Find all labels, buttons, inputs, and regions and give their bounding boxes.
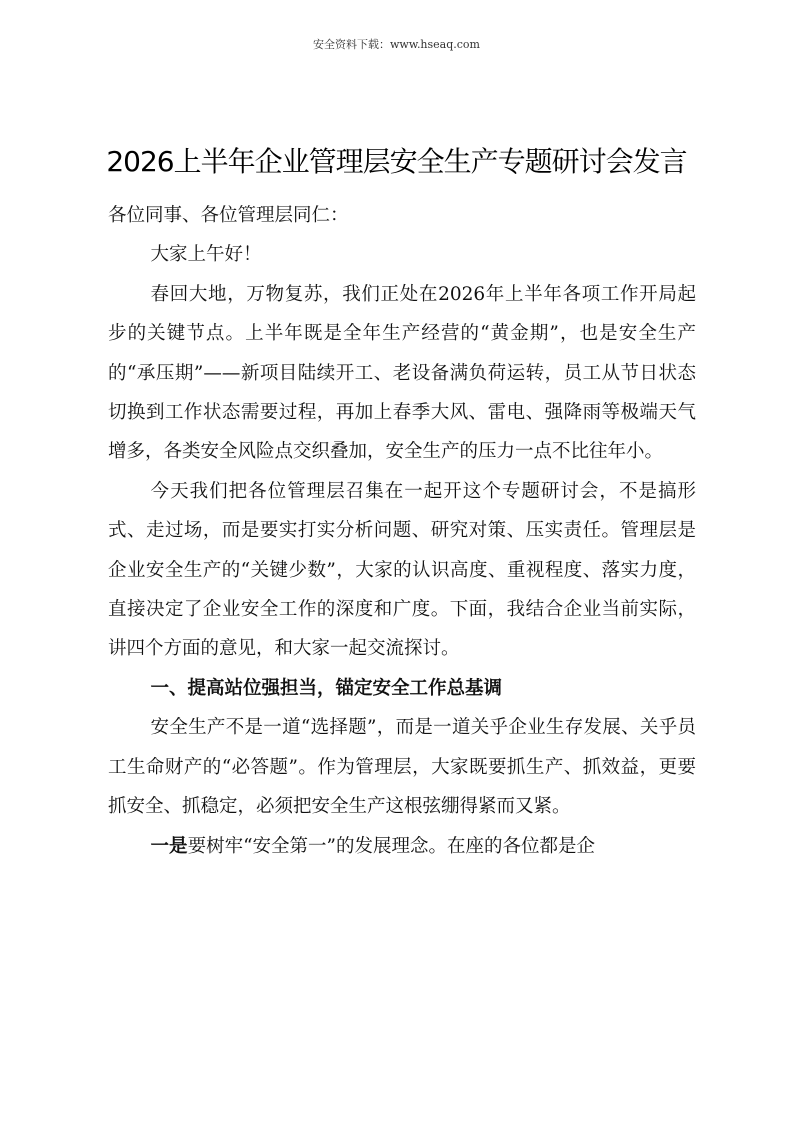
paragraph-2: 今天我们把各位管理层召集在一起开这个专题研讨会，不是搞形式、走过场，而是要实打实分析问题、研究对策、压实责任。管理层是企业安全生产的“关键少数”，大家的认识高度、重视程度、落实力度，直接决定了企业安全工作的深度和广度。下面，我结合企业当前实际，讲四个方面的意见，和大家一起交流探讨。 — [108, 480, 696, 660]
paragraph-4 — [108, 827, 696, 866]
greeting: 大家上午好！ — [150, 244, 262, 266]
document-body — [108, 196, 696, 866]
section-heading-1: 一、提高站位强担当，锚定安全工作总基调 — [150, 677, 503, 699]
paragraph-4-text: 要树牢“安全第一”的发展理念。在座的各位都是企 — [187, 835, 595, 857]
paragraph-4-lead: 一是 — [150, 835, 188, 857]
header-text: 安全资料下载：www.hseaq.com — [313, 38, 480, 51]
document-title: 2026上半年企业管理层安全生产专题研讨会发言 — [106, 145, 687, 178]
salutation: 各位同事、各位管理层同仁： — [108, 205, 349, 226]
page-header — [0, 36, 793, 52]
paragraph-1: 春回大地，万物复苏，我们正处在2026年上半年各项工作开局起步的关键节点。上半年既是全年生产经营的“黄金期”，也是安全生产的“承压期”——新项目陆续开工、老设备满负荷运转，员工从节日状态切换到工作状态需要过程，再加上春季大风、雷电、强降雨等极端天气增多，各类安全风险点交织叠加，安全生产的压力一点不比往年小。 — [108, 283, 696, 463]
paragraph-3: 安全生产不是一道“选择题”，而是一道关乎企业生存发展、关乎员工生命财产的“必答题”。作为管理层，大家既要抓生产、抓效益，更要抓安全、抓稳定，必须把安全生产这根弦绷得紧而又紧。 — [108, 717, 696, 818]
